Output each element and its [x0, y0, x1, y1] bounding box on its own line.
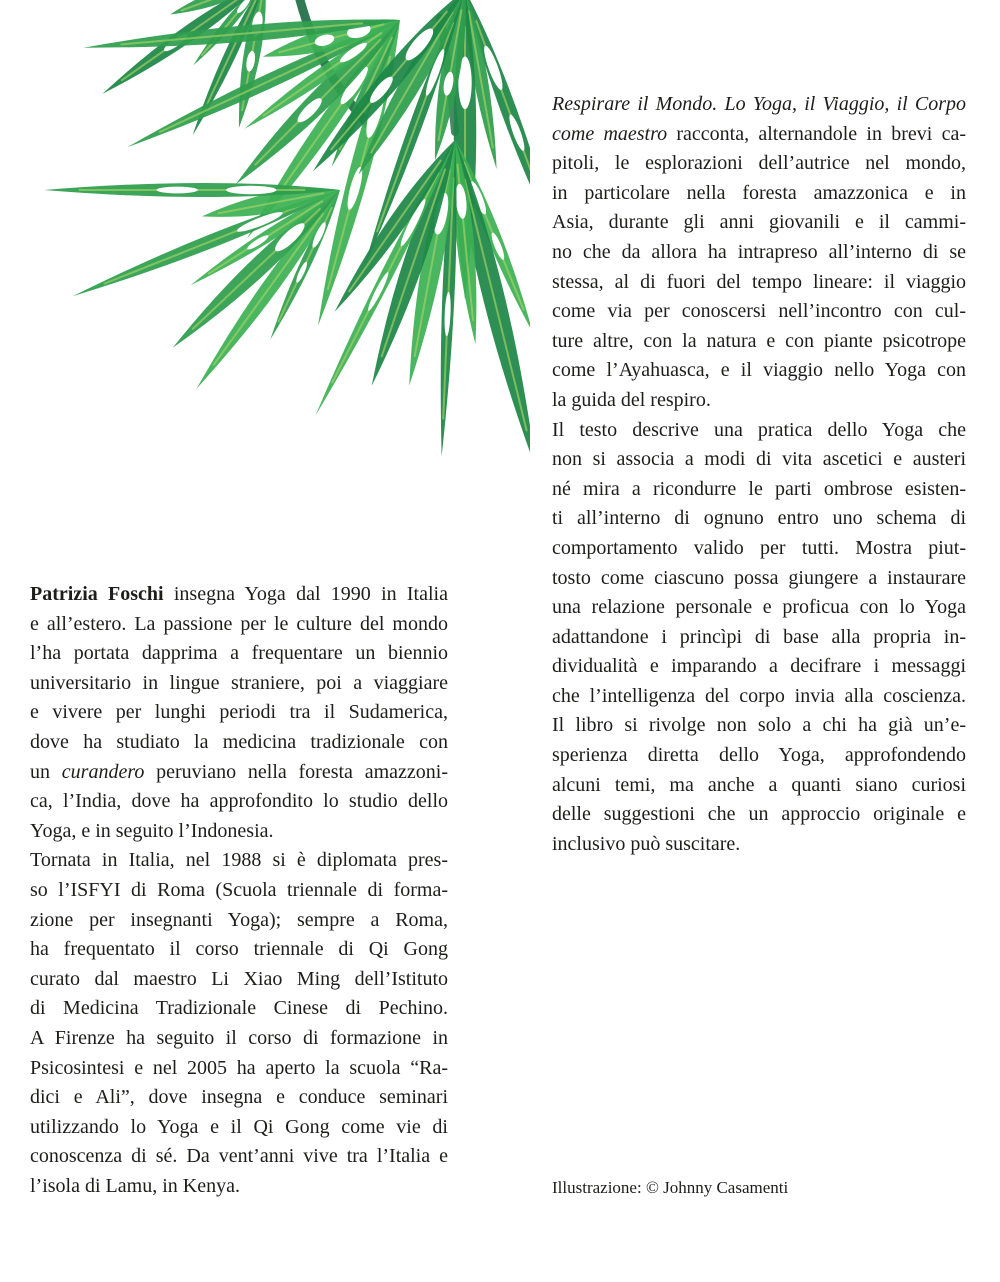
text-line	[552, 711, 966, 741]
text-run: no che da allora ha intrapreso all’interno di se	[552, 240, 966, 263]
text-run: ha frequentato il corso triennale di Qi Gong	[30, 938, 448, 961]
text-run: conoscenza di sé. Da vent’anni vive tra l’Italia e	[30, 1145, 448, 1168]
text-run: Il libro si rivolge non solo a chi ha già un’e-	[552, 714, 966, 737]
text-run: stessa, al di fuori del tempo lineare: il viaggio	[552, 270, 966, 293]
illustration-credit: Illustrazione: © Johnny Casamenti	[552, 1178, 789, 1197]
text-line	[30, 1142, 448, 1172]
text-line	[30, 935, 448, 965]
text-line	[30, 639, 448, 669]
text-run: non si associa a modi di vita ascetici e austeri	[552, 448, 966, 471]
text-line	[552, 149, 966, 179]
text-run: in particolare nella foresta amazzonica e in	[552, 181, 966, 204]
text-line	[30, 787, 448, 817]
text-line	[552, 623, 966, 653]
text-run: Il testo descrive una pratica dello Yoga che	[552, 418, 966, 441]
text-run: un	[30, 760, 62, 783]
text-line	[552, 297, 966, 327]
text-run: come l’Ayahuasca, e il viaggio nello Yoga con	[552, 359, 966, 382]
text-run: che l’intelligenza del corpo invia alla coscienza.	[552, 684, 966, 707]
text-line	[552, 386, 966, 416]
text-run: ture altre, con la natura e con piante psicotrope	[552, 329, 966, 352]
text-line	[552, 179, 966, 209]
text-run: dividualità e imparando a decifrare i messaggi	[552, 655, 966, 678]
text-run: adattandone i princìpi di base alla propria in-	[552, 625, 966, 648]
text-run: Tornata in Italia, nel 1988 si è diplomata pres-	[30, 849, 448, 872]
text-run: ti all’interno di ognuno entro uno schema di	[552, 507, 966, 530]
text-line	[552, 830, 966, 860]
text-line	[552, 120, 966, 150]
text-run: Psicosintesi e nel 2005 ha aperto la scuola “Ra-	[30, 1056, 448, 1079]
text-run: e vivere per lunghi periodi tra il Sudamerica,	[30, 701, 448, 724]
text-run: Patrizia Foschi	[30, 583, 164, 605]
text-run: dici e Ali”, dove insegna e conduce seminari	[30, 1086, 448, 1109]
text-line	[30, 1113, 448, 1143]
text-line	[552, 416, 966, 446]
text-run: né mira a ricondurre le parti ombrose esisten-	[552, 477, 966, 500]
text-line	[30, 610, 448, 640]
text-line	[30, 965, 448, 995]
monstera-leaves-art	[0, 0, 530, 470]
text-line	[552, 327, 966, 357]
text-line	[30, 876, 448, 906]
author-bio-column	[30, 580, 448, 1201]
leaf-petal-group	[76, 0, 266, 135]
text-run: come via per conoscersi nell’incontro con cul-	[552, 300, 966, 323]
text-line	[552, 771, 966, 801]
text-line	[30, 580, 448, 610]
monstera-illustration	[0, 0, 530, 470]
text-run: sperienza diretta dello Yoga, approfondendo	[552, 744, 966, 767]
text-run: zione per insegnanti Yoga); sempre a Roma,	[30, 908, 448, 931]
text-line	[30, 906, 448, 936]
text-line	[30, 817, 448, 847]
text-run: comportamento valido per tutti. Mostra piut-	[552, 536, 966, 559]
text-run: l’ha portata dapprima a frequentare un biennio	[30, 642, 448, 665]
text-line	[30, 728, 448, 758]
text-line	[30, 846, 448, 876]
text-run: ca, l’India, dove ha approfondito lo studio dello	[30, 790, 448, 813]
text-line	[552, 800, 966, 830]
leaf-petal-group	[44, 183, 340, 389]
text-run: universitario in lingue straniere, poi a viaggiare	[30, 671, 448, 694]
text-run: la guida del respiro.	[552, 388, 711, 411]
text-run: curato dal maestro Li Xiao Ming dell’Istituto	[30, 967, 448, 990]
text-line	[30, 994, 448, 1024]
text-run: Yoga, e in seguito l’Indonesia.	[30, 819, 274, 842]
text-run: Respirare il Mondo. Lo Yoga, il Viaggio, il Corpo	[552, 93, 966, 115]
text-line	[552, 208, 966, 238]
text-run: A Firenze ha seguito il corso di formazione in	[30, 1026, 448, 1049]
text-line	[30, 758, 448, 788]
text-line	[552, 445, 966, 475]
text-line	[30, 669, 448, 699]
text-line	[552, 268, 966, 298]
text-line	[552, 90, 966, 120]
text-run: una relazione personale e proficua con lo Yoga	[552, 596, 966, 619]
text-run: racconta, alternandole in brevi ca-	[667, 122, 966, 145]
text-line	[552, 534, 966, 564]
text-run: come maestro	[552, 122, 668, 145]
book-description-column	[552, 90, 966, 859]
text-run: alcuni temi, ma anche a quanti siano curiosi	[552, 773, 966, 796]
text-run: curandero	[61, 760, 145, 783]
text-line	[552, 741, 966, 771]
text-run: inclusivo può suscitare.	[552, 832, 741, 855]
text-line	[552, 504, 966, 534]
text-line	[30, 698, 448, 728]
text-run: tosto come ciascuno possa giungere a instaurare	[552, 566, 966, 589]
text-run: Asia, durante gli anni giovanili e il cammi-	[552, 211, 966, 234]
text-run: peruviano nella foresta amazzoni-	[144, 760, 448, 783]
text-line	[552, 652, 966, 682]
text-line	[552, 593, 966, 623]
text-line	[552, 682, 966, 712]
text-line	[552, 238, 966, 268]
text-line	[552, 475, 966, 505]
text-run: di Medicina Tradizionale Cinese di Pechino.	[30, 997, 448, 1020]
text-line	[30, 1172, 448, 1202]
text-run: l’isola di Lamu, in Kenya.	[30, 1174, 240, 1197]
text-run: delle suggestioni che un approccio originale e	[552, 803, 966, 826]
text-run: e all’estero. La passione per le culture del mondo	[30, 612, 448, 635]
text-run: insegna Yoga dal 1990 in Italia	[163, 583, 448, 605]
text-line	[30, 1054, 448, 1084]
text-run: dove ha studiato la medicina tradizionale con	[30, 730, 448, 753]
text-run: utilizzando lo Yoga e il Qi Gong come vie di	[30, 1115, 448, 1138]
text-run: so l’ISFYI di Roma (Scuola triennale di forma-	[30, 878, 448, 901]
text-line	[552, 564, 966, 594]
text-line	[30, 1024, 448, 1054]
text-line	[30, 1083, 448, 1113]
text-line	[552, 356, 966, 386]
text-run: pitoli, le esplorazioni dell’autrice nel mondo,	[552, 152, 966, 175]
